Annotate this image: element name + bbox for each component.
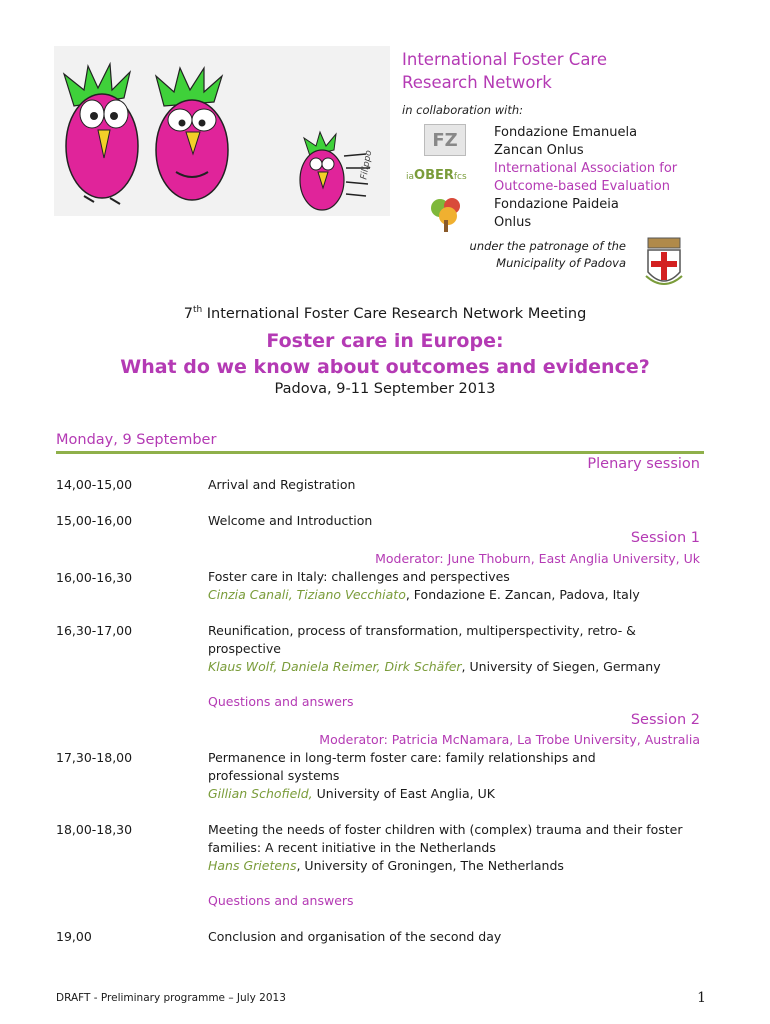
- day-heading: Monday, 9 September: [56, 432, 217, 448]
- programme-item: [208, 568, 708, 604]
- talk-speakers: Gillian Schofield, University of East Anglia, UK: [208, 786, 495, 801]
- cartoon-birds-illustration: [54, 46, 390, 216]
- session-2-label: Session 2: [630, 712, 700, 728]
- organisation-block: [402, 48, 742, 117]
- session-1-label: Session 1: [630, 530, 700, 546]
- time-slot: 16,30-17,00: [56, 623, 133, 638]
- talk-speakers: Hans Grietens, University of Groningen, The Netherlands: [208, 858, 564, 873]
- bird-3-drawing: [300, 132, 370, 210]
- fz-logo: FZ: [424, 124, 466, 156]
- time-slot: 19,00: [56, 929, 92, 944]
- venue-date: Padova, 9-11 September 2013: [274, 381, 496, 397]
- artist-signature: Filippo: [359, 149, 375, 181]
- bird-2-drawing: [156, 68, 228, 200]
- talk-title: Reunification, process of transformation, multiperspectivity, retro- &: [208, 623, 636, 638]
- footer-draft-note: DRAFT - Preliminary programme – July 2013: [56, 992, 286, 1004]
- programme-item: [208, 749, 708, 803]
- padova-crest-icon: [642, 236, 686, 292]
- partner-name: Outcome-based Evaluation: [494, 179, 670, 194]
- org-title-line1: International Foster Care: [402, 50, 608, 69]
- time-slot: 15,00-16,00: [56, 513, 133, 528]
- page-number: 1: [697, 990, 706, 1006]
- partner-name: Fondazione Paideia: [494, 197, 619, 212]
- partner-names: [494, 124, 744, 232]
- talk-title: families: A recent initiative in the Netherlands: [208, 840, 496, 855]
- main-title-line1: Foster care in Europe:: [266, 330, 504, 352]
- time-slot: 16,00-16,30: [56, 570, 133, 585]
- main-title-line2: What do we know about outcomes and evidence?: [120, 356, 650, 378]
- talk-speakers: Cinzia Canali, Tiziano Vecchiato, Fondazione E. Zancan, Padova, Italy: [208, 587, 640, 602]
- talk-title: prospective: [208, 641, 281, 656]
- paideia-tree-logo: [426, 194, 466, 234]
- patronage-line1: under the patronage of the: [469, 239, 626, 253]
- meeting-line: 7th International Foster Care Research Network Meeting: [183, 305, 587, 322]
- iaober-logo: iaOBERfcs: [406, 168, 467, 183]
- talk-title: Foster care in Italy: challenges and perspectives: [208, 569, 510, 584]
- time-slot: 14,00-15,00: [56, 477, 133, 492]
- bird-1-drawing: [64, 64, 138, 204]
- programme-item: Arrival and Registration: [208, 477, 356, 492]
- time-slot: 18,00-18,30: [56, 822, 133, 837]
- programme-item: Conclusion and organisation of the second day: [208, 929, 502, 944]
- programme-item: [208, 622, 708, 676]
- talk-title: Permanence in long-term foster care: family relationships and: [208, 750, 596, 765]
- plenary-session-label: Plenary session: [587, 456, 700, 472]
- partner-name: Fondazione Emanuela: [494, 125, 638, 140]
- programme-item: Welcome and Introduction: [208, 513, 373, 528]
- talk-title: professional systems: [208, 768, 340, 783]
- org-title-line2: Research Network: [402, 73, 552, 92]
- partner-name: International Association for: [494, 161, 678, 176]
- patronage-line2: Municipality of Padova: [496, 256, 626, 270]
- questions-and-answers-label: Questions and answers: [208, 694, 354, 709]
- partner-name: Zancan Onlus: [494, 143, 584, 158]
- collaboration-label: in collaboration with:: [402, 103, 524, 117]
- patronage-note: [430, 238, 626, 272]
- programme-item: [208, 821, 708, 875]
- partner-name: Onlus: [494, 215, 532, 230]
- questions-and-answers-label: Questions and answers: [208, 893, 354, 908]
- talk-title: Meeting the needs of foster children with (complex) trauma and their foster: [208, 822, 683, 837]
- partner-logos: [404, 122, 490, 242]
- talk-speakers: Klaus Wolf, Daniela Reimer, Dirk Schäfer, University of Siegen, Germany: [208, 659, 661, 674]
- section-divider: [56, 451, 704, 454]
- session-2-moderator: Moderator: Patricia McNamara, La Trobe University, Australia: [319, 732, 700, 747]
- time-slot: 17,30-18,00: [56, 750, 133, 765]
- session-1-moderator: Moderator: June Thoburn, East Anglia University, Uk: [375, 551, 700, 566]
